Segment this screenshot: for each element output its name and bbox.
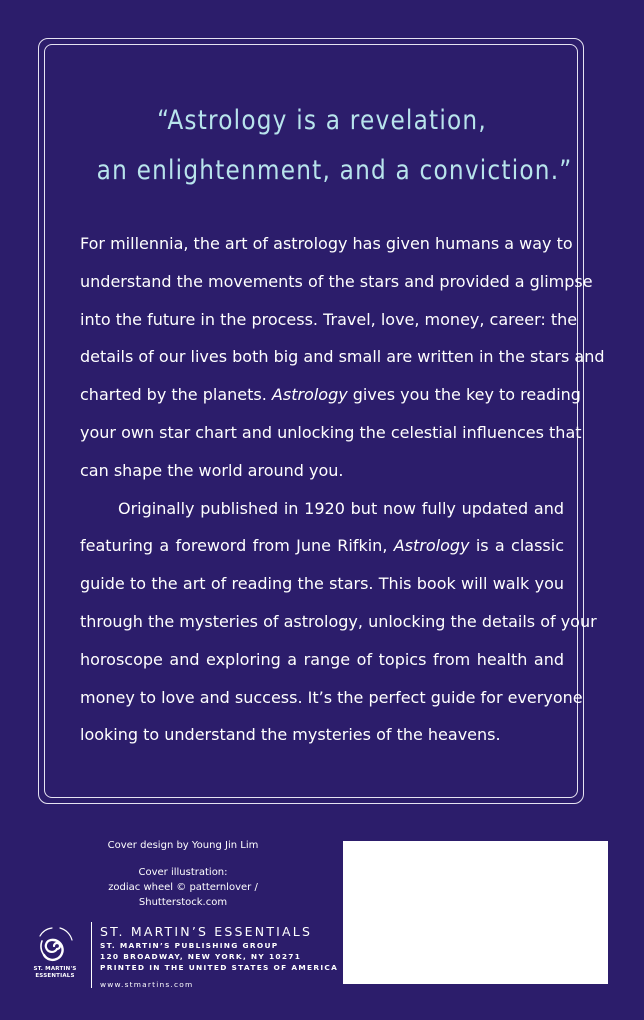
pull-quote-line-2: an enlightenment, and a conviction.” [96,155,573,186]
printed-in: PRINTED IN THE UNITED STATES OF AMERICA [100,963,339,972]
text-fragment: charted by the planets. [80,385,272,405]
cover-credits [68,838,298,910]
paragraph-1-line [80,376,581,414]
logo-wordmark [28,966,82,979]
cover-illustration-credit: zodiac wheel © patternlover / Shutterstock.com [108,882,258,908]
paragraph-2-line [80,527,564,565]
paragraph-2-line: through the mysteries of astrology, unlocking the details of your [80,611,597,631]
logo-line-1: ST. MARTIN'S [33,966,77,972]
paragraph-1-line: can shape the world around you. [80,460,344,480]
cover-design-credit: Cover design by Young Jin Lim [107,840,259,851]
pull-quote-line-1: “Astrology is a revelation, [157,105,487,136]
text-fragment: featuring a foreword from June Rifkin, [80,536,394,556]
paragraph-2-line: looking to understand the mysteries of the heavens. [80,725,501,745]
paragraph-2-line: Originally published in 1920 but now fully updated and [118,498,564,518]
cover-illustration-label: Cover illustration: [138,867,228,878]
logo-line-2: ESSENTIALS [35,972,75,979]
imprint-name: ST. MARTIN’S ESSENTIALS [100,924,313,939]
publisher-info [100,924,338,989]
paragraph-1-line: into the future in the process. Travel, love, money, career: the [80,309,578,329]
paragraph-1-line: For millennia, the art of astrology has given humans a way to [80,234,573,253]
paragraph-2-line: money to love and success. It’s the perfect guide for everyone [80,687,583,707]
publisher-website: www.stmartins.com [100,980,194,989]
book-title-italic: Astrology [271,385,348,405]
logo-divider [91,922,92,988]
publisher-address: 120 BROADWAY, NEW YORK, NY 10271 [100,952,302,961]
book-description [80,225,605,754]
description-paragraph-1 [80,225,605,490]
book-title-italic: Astrology [393,536,470,556]
paragraph-1-line: understand the movements of the stars and provided a glimpse [80,271,593,291]
publishing-group: ST. MARTIN’S PUBLISHING GROUP [100,941,279,950]
barcode-area [343,841,608,984]
text-fragment: gives you the key to reading [347,385,581,405]
description-paragraph-2 [80,490,597,755]
paragraph-1-line: details of our lives both big and small are written in the stars and [80,347,605,367]
paragraph-2-line: guide to the art of reading the stars. This book will walk you [80,574,564,594]
paragraph-2-line: horoscope and exploring a range of topics from health and [80,649,564,669]
paragraph-1-line: your own star chart and unlocking the celestial influences that [80,422,582,442]
text-fragment: is a classic [469,536,564,556]
pull-quote [96,96,573,196]
